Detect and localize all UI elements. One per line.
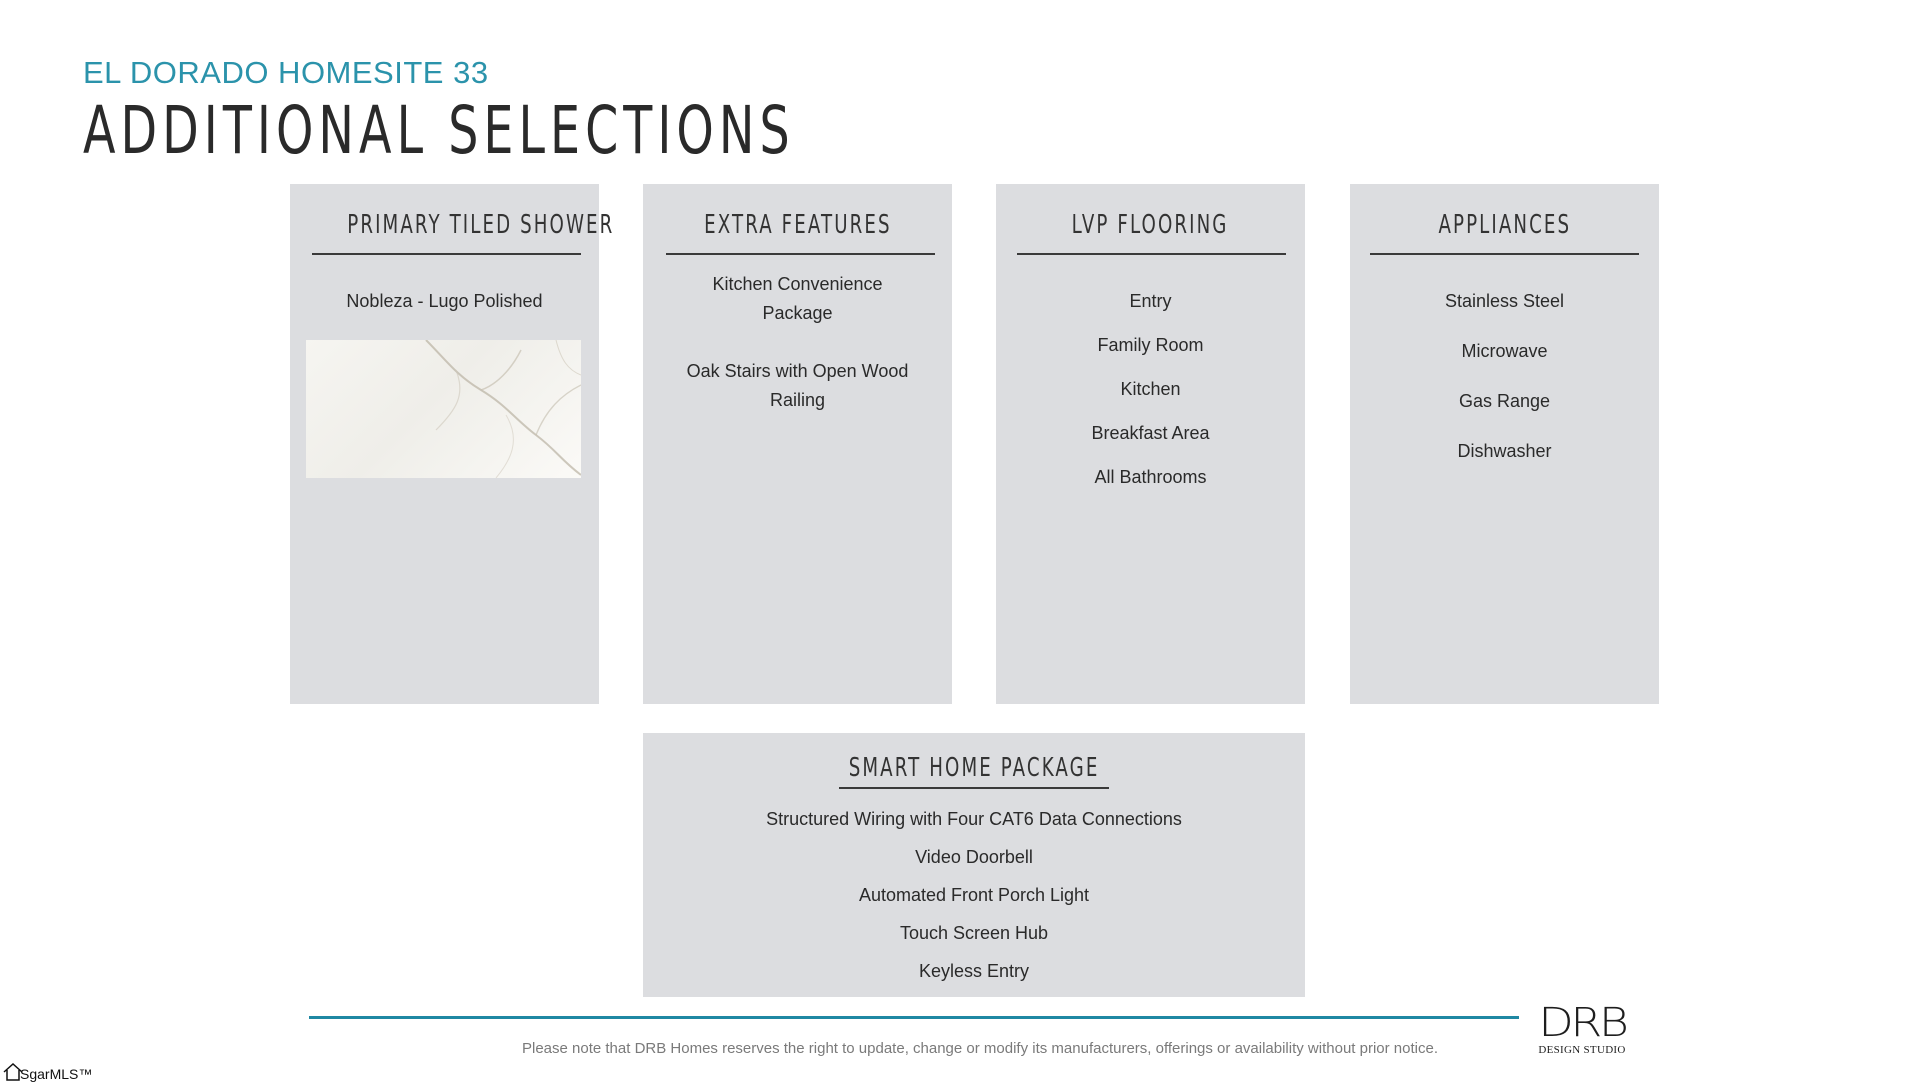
mls-watermark-text: SgarMLS™	[20, 1066, 93, 1082]
list-item: Oak Stairs with Open Wood Railing	[686, 361, 909, 410]
card-title: SMART HOME PACKAGE	[848, 753, 1100, 783]
list-item: Structured Wiring with Four CAT6 Data Connections	[766, 809, 1182, 829]
card-title: PRIMARY TILED SHOWER	[347, 210, 615, 240]
list-item: Automated Front Porch Light	[858, 885, 1090, 905]
list-item: Entry	[1129, 291, 1172, 311]
list-item: Microwave	[1461, 341, 1548, 361]
card-extra-features	[643, 184, 952, 704]
footer-divider	[309, 1016, 1519, 1019]
card-divider	[1370, 253, 1639, 255]
list-item: Gas Range	[1458, 391, 1551, 411]
list-item: Kitchen Convenience Package	[712, 274, 883, 323]
homesite-subtitle: EL DORADO HOMESITE 33	[83, 55, 489, 90]
marble-veins-image	[306, 340, 581, 478]
list-item: Dishwasher	[1457, 441, 1552, 461]
card-title: LVP FLOORING	[1072, 210, 1229, 240]
list-item: Family Room	[1097, 335, 1204, 355]
card-divider	[666, 253, 935, 255]
logo-subtitle: DESIGN STUDIO	[1538, 1044, 1626, 1056]
drb-design-studio-logo	[1532, 1000, 1632, 1059]
card-divider	[312, 253, 581, 255]
card-title: EXTRA FEATURES	[703, 210, 892, 240]
card-smart-home-package	[643, 733, 1305, 997]
card-divider	[1017, 253, 1286, 255]
list-item: Touch Screen Hub	[899, 923, 1049, 943]
list-item: Stainless Steel	[1444, 291, 1565, 311]
logo-mark: DRB	[1538, 1000, 1626, 1046]
page-title: ADDITIONAL SELECTIONS	[83, 92, 795, 169]
card-appliances	[1350, 184, 1659, 704]
card-divider	[839, 787, 1109, 789]
list-item: Kitchen	[1120, 379, 1181, 399]
list-item: Breakfast Area	[1091, 423, 1210, 443]
marble-tile-swatch	[306, 340, 581, 478]
mls-watermark	[2, 1062, 92, 1082]
card-lvp-flooring	[996, 184, 1305, 704]
card-primary-tiled-shower	[290, 184, 615, 704]
list-item: Video Doorbell	[915, 847, 1033, 867]
list-item: All Bathrooms	[1094, 467, 1207, 487]
list-item: Keyless Entry	[918, 961, 1030, 981]
disclaimer-text: Please note that DRB Homes reserves the right to update, change or modify its manufacturers, offerings or availability without prior notice.	[521, 1040, 1438, 1057]
list-item: Nobleza - Lugo Polished	[346, 291, 543, 311]
card-title: APPLIANCES	[1438, 210, 1571, 240]
